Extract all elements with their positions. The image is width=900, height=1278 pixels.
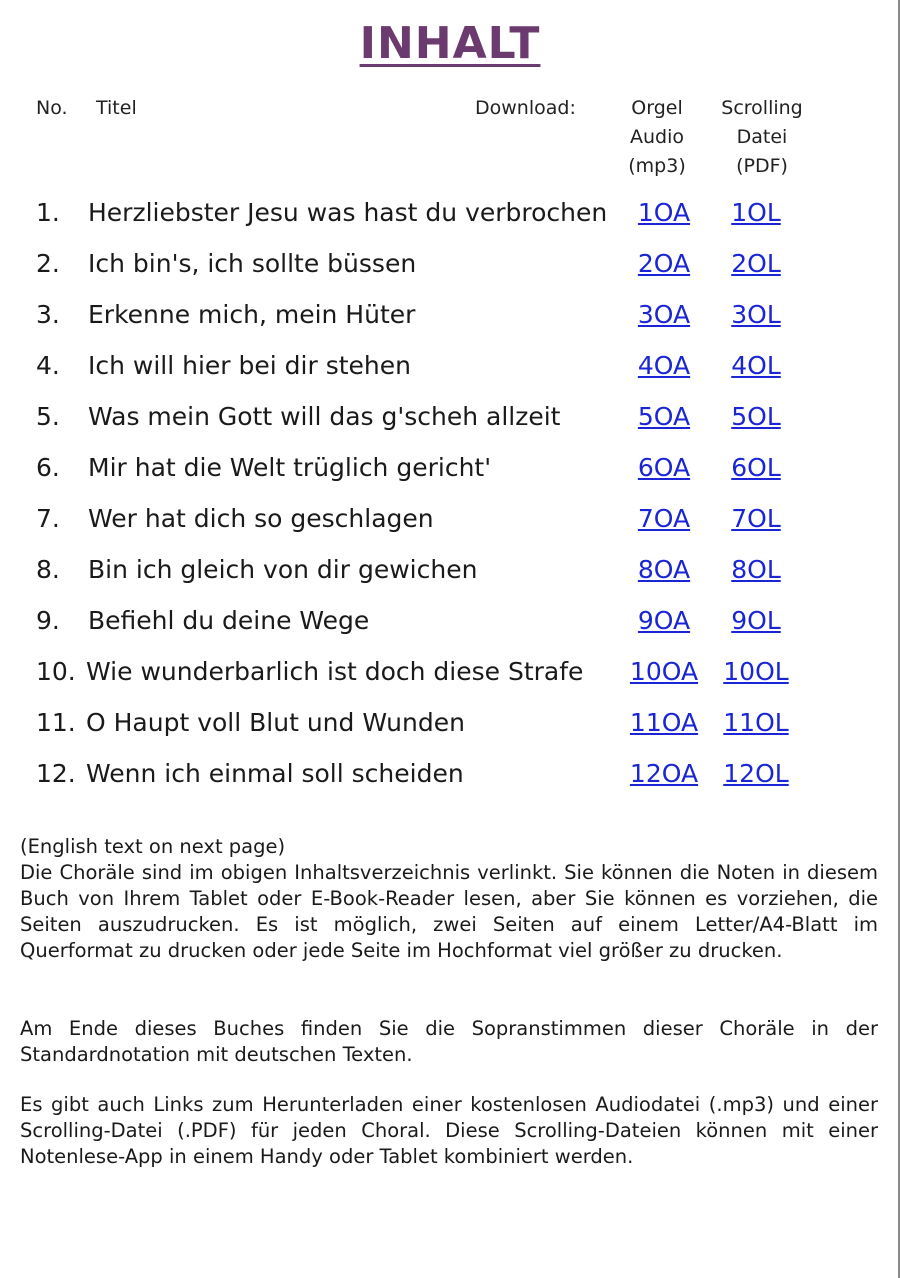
intro-paragraph-1 — [20, 860, 878, 964]
page-title — [0, 18, 900, 69]
toc-number: 6. — [36, 453, 60, 482]
pdf-download-link[interactable]: 2OL — [731, 249, 781, 278]
toc-number: 11. — [36, 708, 76, 737]
column-header-line: Scrolling — [721, 97, 803, 119]
pdf-download-link[interactable]: 8OL — [731, 555, 781, 584]
audio-download-link[interactable]: 12OA — [629, 759, 699, 788]
toc-title: Herzliebster Jesu was hast du verbrochen — [88, 198, 608, 227]
audio-download-link[interactable]: 6OA — [637, 453, 691, 482]
paragraph-text: Am Ende dieses Buches finden Sie die Sopranstimmen dieser Choräle in der Standardnotation mit deutschen Texten. — [20, 1017, 878, 1066]
pdf-download-link[interactable]: 10OL — [723, 657, 789, 686]
pdf-download-link[interactable]: 3OL — [731, 300, 781, 329]
pdf-download-link[interactable]: 4OL — [731, 351, 781, 380]
toc-number: 3. — [36, 300, 60, 329]
column-header-orgel-audio — [610, 94, 704, 181]
audio-download-link[interactable]: 1OA — [637, 198, 691, 227]
toc-row — [0, 188, 900, 239]
toc-row — [0, 698, 900, 749]
toc-number: 5. — [36, 402, 60, 431]
column-header-scrolling-pdf — [710, 94, 814, 181]
intro-paragraph-2 — [20, 1016, 878, 1068]
audio-download-link[interactable]: 3OA — [637, 300, 691, 329]
pdf-download-link[interactable]: 11OL — [723, 708, 789, 737]
intro-paragraph-3 — [20, 1092, 878, 1170]
toc-row — [0, 443, 900, 494]
column-header-no: No. — [36, 97, 68, 119]
toc-title: Bin ich gleich von dir gewichen — [88, 555, 478, 584]
column-header-title: Titel — [96, 97, 137, 119]
toc-row — [0, 596, 900, 647]
toc-title: Befiehl du deine Wege — [88, 606, 370, 635]
page-title-text: INHALT — [359, 18, 541, 69]
audio-download-link[interactable]: 7OA — [637, 504, 691, 533]
audio-download-link[interactable]: 9OA — [637, 606, 691, 635]
pdf-download-link[interactable]: 6OL — [731, 453, 781, 482]
toc-title: Wie wunderbarlich ist doch diese Strafe — [86, 657, 584, 686]
toc-row — [0, 545, 900, 596]
column-header-line: (PDF) — [736, 155, 788, 177]
paragraph-text: Es gibt auch Links zum Herunterladen einer kostenlosen Audiodatei (.mp3) und einer Scrolling-Datei (.PDF) für jeden Choral. Diese Scrolling-Dateien können mit einer Notenlese-App in einem Handy oder Tablet kombiniert werden. — [20, 1093, 878, 1168]
english-text-note — [20, 834, 878, 860]
toc-row — [0, 341, 900, 392]
pdf-download-link[interactable]: 9OL — [731, 606, 781, 635]
audio-download-link[interactable]: 4OA — [637, 351, 691, 380]
toc-number: 1. — [36, 198, 60, 227]
audio-download-link[interactable]: 2OA — [637, 249, 691, 278]
audio-download-link[interactable]: 10OA — [629, 657, 699, 686]
table-of-contents — [0, 188, 900, 800]
audio-download-link[interactable]: 11OA — [629, 708, 699, 737]
toc-number: 12. — [36, 759, 76, 788]
toc-title: Mir hat die Welt trüglich gericht' — [88, 453, 492, 482]
toc-row — [0, 392, 900, 443]
toc-title: Wer hat dich so geschlagen — [88, 504, 434, 533]
column-header-download: Download: — [475, 97, 576, 119]
toc-title: Was mein Gott will das g'scheh allzeit — [88, 402, 561, 431]
toc-number: 7. — [36, 504, 60, 533]
toc-title: Ich bin's, ich sollte büssen — [88, 249, 417, 278]
audio-download-link[interactable]: 5OA — [637, 402, 691, 431]
toc-row — [0, 647, 900, 698]
toc-number: 4. — [36, 351, 60, 380]
toc-title: O Haupt voll Blut und Wunden — [86, 708, 465, 737]
audio-download-link[interactable]: 8OA — [637, 555, 691, 584]
toc-title: Wenn ich einmal soll scheiden — [86, 759, 464, 788]
toc-number: 8. — [36, 555, 60, 584]
pdf-download-link[interactable]: 1OL — [731, 198, 781, 227]
toc-title: Erkenne mich, mein Hüter — [88, 300, 416, 329]
pdf-download-link[interactable]: 12OL — [723, 759, 789, 788]
toc-row — [0, 290, 900, 341]
toc-number: 10. — [36, 657, 76, 686]
paragraph-text: Die Choräle sind im obigen Inhaltsverzeichnis verlinkt. Sie können die Noten in diesem Buch von Ihrem Tablet oder E-Book-Reader lesen, aber Sie können es vorziehen, die Seiten auszudrucken. Es ist möglich, zwei Seiten auf einem Letter/A4-Blatt im Querformat zu drucken oder jede Seite im Hochformat viel größer zu drucken. — [20, 861, 878, 962]
toc-row — [0, 494, 900, 545]
pdf-download-link[interactable]: 7OL — [731, 504, 781, 533]
pdf-download-link[interactable]: 5OL — [731, 402, 781, 431]
toc-title: Ich will hier bei dir stehen — [88, 351, 411, 380]
english-text-note-line: (English text on next page) — [20, 835, 286, 858]
toc-row — [0, 749, 900, 800]
column-header-line: Datei — [736, 126, 788, 148]
toc-number: 2. — [36, 249, 60, 278]
column-header-line: Orgel — [631, 97, 683, 119]
column-header-line: (mp3) — [628, 155, 686, 177]
toc-number: 9. — [36, 606, 60, 635]
toc-row — [0, 239, 900, 290]
column-header-line: Audio — [629, 126, 684, 148]
